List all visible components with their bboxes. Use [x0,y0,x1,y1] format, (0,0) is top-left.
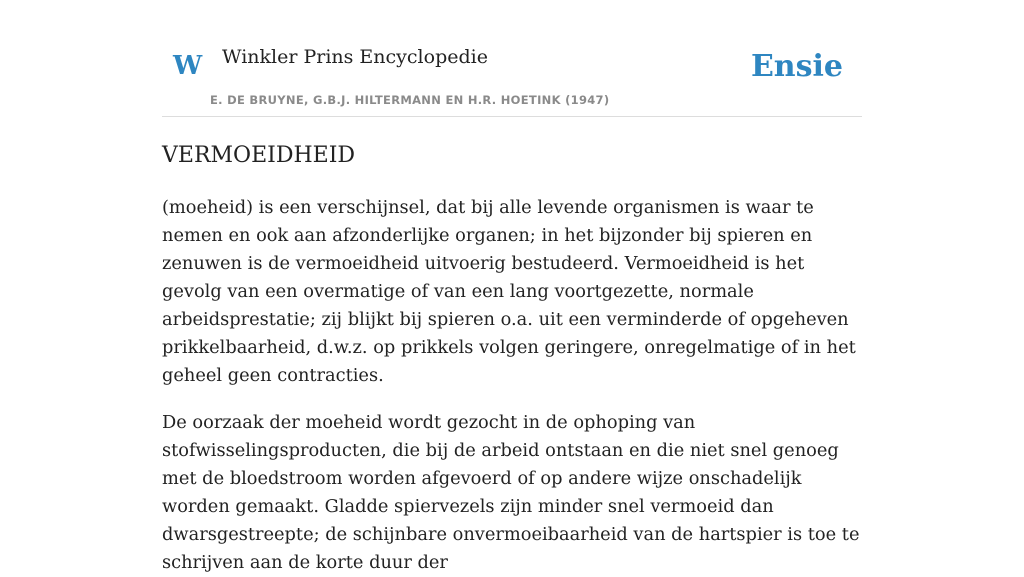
ensie-logo-link[interactable]: Ensie [750,49,843,84]
article-paragraph: (moeheid) is een verschijnsel, dat bij alle levende organismen is waar te nemen en ook aan afzonderlijke organen; in het bijzonder bij spieren en zenuwen is de vermoeidheid uitvoerig bestudeerd. Vermoeidheid is het gevolg van een overmatige of van een lang voortgezette, normale arbeidsprestatie; zij blijkt bij spieren o.a. uit een verminderde of opgeheven prikkelbaarheid, d.w.z. op prikkels volgen geringere, onregelmatige of in het geheel geen contracties. [162,197,856,387]
article [162,143,862,577]
source-logo[interactable]: W [173,51,203,81]
source-header [162,0,862,117]
page-container [162,0,862,577]
article-title: VERMOEIDHEID [162,143,356,168]
source-authors: E. DE BRUYNE, G.B.J. HILTERMANN EN H.R. HOETINK (1947) [210,93,610,107]
source-title[interactable]: Winkler Prins Encyclopedie [222,46,488,68]
article-paragraph: De oorzaak der moeheid wordt gezocht in de ophoping van stofwisselingsproducten, die bij de arbeid ontstaan en die niet snel genoeg met de bloedstroom worden afgevoerd of op andere wijze onschadelijk worden gemaakt. Gladde spiervezels zijn minder snel vermoeid dan dwarsgestreepte; de schijnbare onvermoeibaarheid van de hartspier is toe te schrijven aan de korte duur der [162,412,860,574]
